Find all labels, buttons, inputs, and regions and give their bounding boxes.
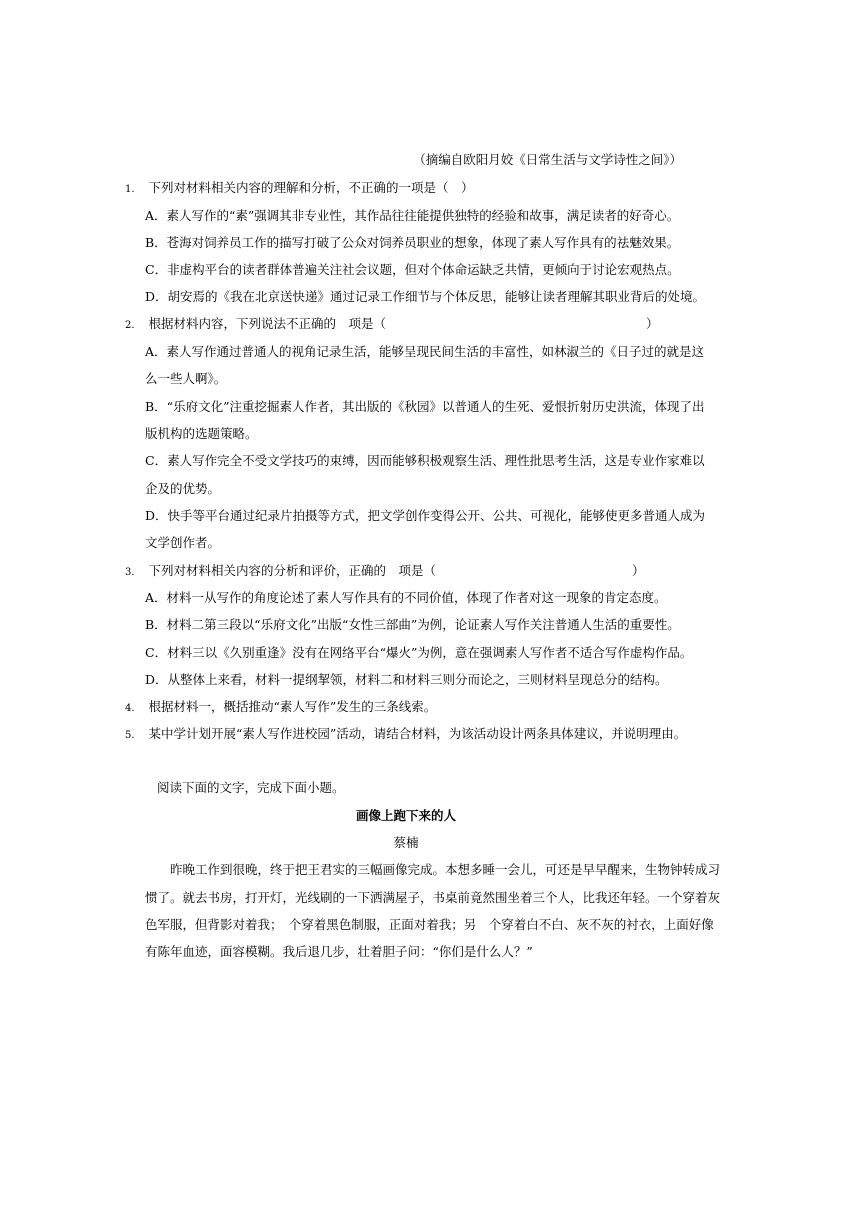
- question-number: 5.: [125, 730, 135, 741]
- question-3-option-a: A．材料一从写作的角度论述了素人写作具有的不同价值，体现了作者对这一现象的肯定态度。: [145, 590, 667, 605]
- passage-line: 昨晚工作到很晚，终于把王君实的三幅画像完成。本想多睡一会儿，可还是早早醒来，生物钟转成习: [170, 862, 721, 877]
- question-1-stem: [125, 178, 474, 196]
- passage-line: 惯了。就去书房，打开灯，光线刷的一下洒满屋子，书桌前竟然围坐着三个人，比我还年轻。一个穿着灰: [145, 890, 721, 905]
- reading-instruction: 阅读下面的文字，完成下面小题。: [157, 780, 345, 795]
- question-1-option-a: A．素人写作的“素”强调其非专业性，其作品往往能提供独特的经验和故事，满足读者的好奇心。: [145, 208, 680, 223]
- question-5-stem: [125, 724, 686, 742]
- question-2-option-d: D．快手等平台通过纪录片拍摄等方式，把文学创作变得公开、公共、可视化，能够使更多普通人成为: [145, 508, 706, 523]
- passage-title: 画像上跑下来的人: [355, 808, 456, 823]
- question-3-option-d: D．从整体上来看，材料一提纲挈领，材料二和材料三则分而论之，三则材料呈现总分的结构。: [145, 672, 668, 687]
- passage-author: 蔡楠: [393, 835, 419, 850]
- question-3-option-c: C．材料三以《久别重逢》没有在网络平台“爆火”为例，意在强调素人写作者不适合写作虚构作品。: [145, 645, 693, 660]
- question-number: 3.: [125, 567, 135, 578]
- question-number: 4.: [125, 703, 135, 714]
- question-1-option-b: B．苍海对饲养员工作的描写打破了公众对饲养员职业的想象，体现了素人写作具有的祛魅效果。: [145, 235, 680, 250]
- question-2-option-a: A．素人写作通过普通人的视角记录生活，能够呈现民间生活的丰富性，如林淑兰的《日子过的就是这: [145, 344, 705, 359]
- question-2-option-c: C．素人写作完全不受文学技巧的束缚，因而能够积极观察生活、理性批思考生活，这是专业作家难以: [145, 453, 705, 468]
- question-text: 下列对材料相关内容的分析和评价，正确的 项是（: [148, 563, 437, 578]
- question-3-option-b: B．材料二第三段以“乐府文化”出版“女性三部曲”为例，论证素人写作关注普通人生活的重要性。: [145, 617, 680, 632]
- question-text: 下列对材料相关内容的理解和分析，不正确的一项是（ ）: [148, 180, 474, 195]
- question-text: 某中学计划开展“素人写作进校园”活动，请结合材料，为该活动设计两条具体建议，并说明理由。: [148, 726, 687, 741]
- question-2-option-b: B．“乐府文化”注重挖掘素人作者，其出版的《秋园》以普通人的生死、爱恨折射历史洪流，体现了出: [145, 399, 705, 414]
- question-2-option-b-cont: 版机构的选题策略。: [145, 426, 258, 441]
- passage-line: 有陈年血迹，面容模糊。我后退几步，壮着胆子问：“你们是什么人？”: [145, 944, 533, 959]
- question-3-bracket-end: ）: [632, 563, 645, 578]
- question-text: 根据材料内容，下列说法不正确的 项是（: [148, 316, 387, 331]
- passage-line: 色军服，但背影对着我； 个穿着黑色制服，正面对着我；另 个穿着白不白、灰不灰的衬衣，上面好像: [145, 917, 714, 932]
- question-2-option-d-cont: 文学创作者。: [145, 535, 221, 550]
- question-text: 根据材料一，概括推动“素人写作”发生的三条线索。: [148, 699, 437, 714]
- question-2-bracket-end: ）: [646, 316, 659, 331]
- question-1-option-d: D．胡安焉的《我在北京送快递》通过记录工作细节与个体反思，能够让读者理解其职业背后的处境。: [145, 289, 706, 304]
- question-1-option-c: C．非虚构平台的读者群体普遍关注社会议题，但对个体命运缺乏共情，更倾向于讨论宏观热点。: [145, 262, 680, 277]
- question-4-stem: [125, 697, 436, 715]
- question-2-option-a-cont: 么一些人啊》。: [145, 371, 227, 386]
- source-note: （摘编自欧阳月姣《日常生活与文学诗性之间》）: [413, 152, 682, 167]
- question-3-stem: [125, 561, 436, 579]
- question-number: 1.: [125, 184, 135, 195]
- question-number: 2.: [125, 320, 135, 331]
- question-2-stem: [125, 314, 386, 332]
- question-2-option-c-cont: 企及的优势。: [145, 481, 221, 496]
